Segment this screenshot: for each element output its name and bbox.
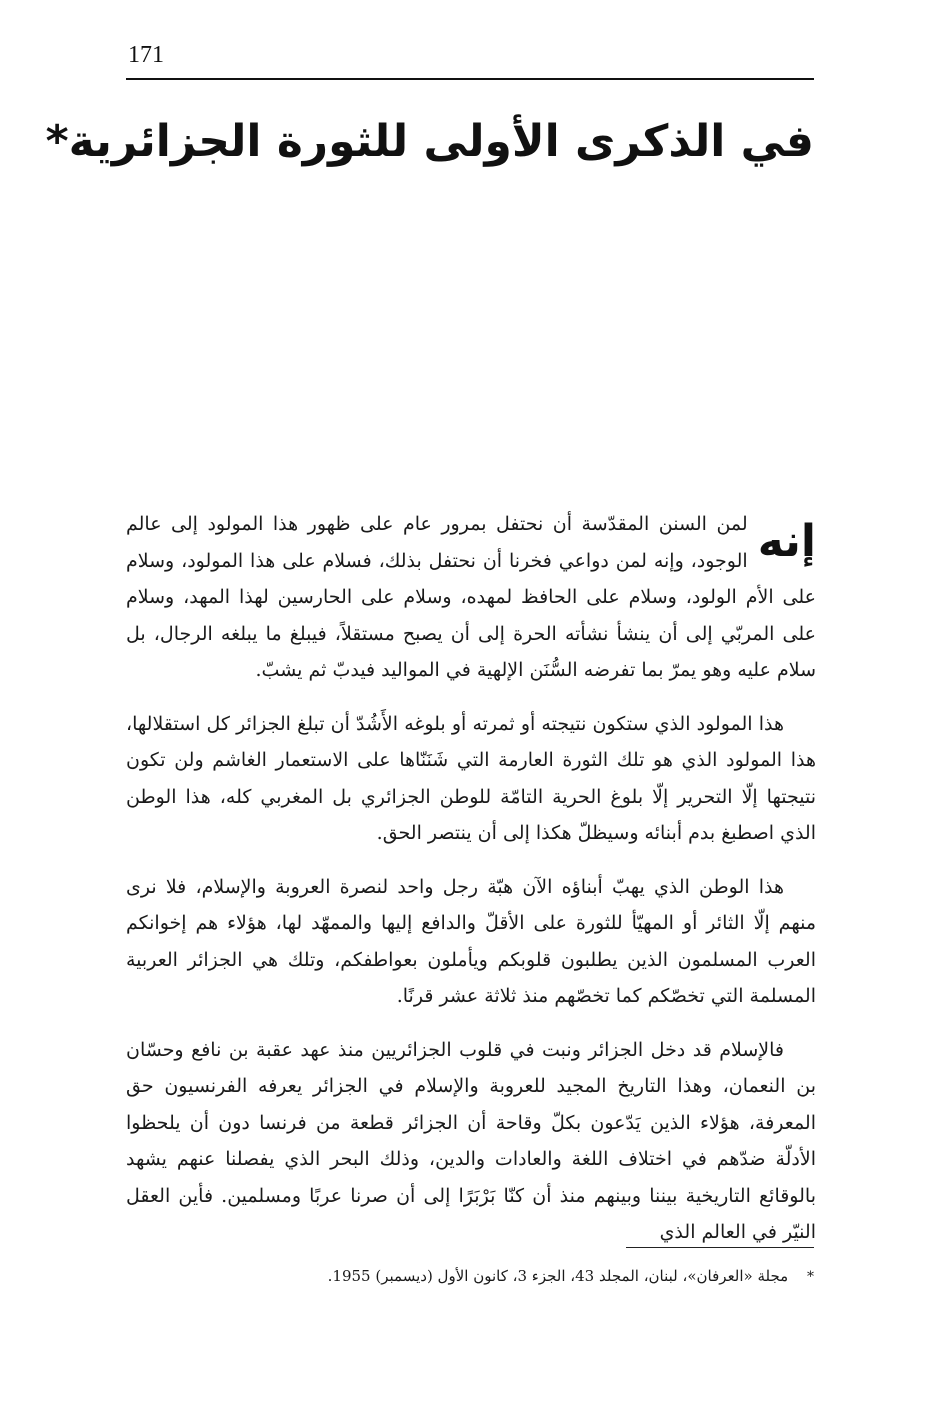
dropcap-word: إنه	[757, 516, 816, 567]
paragraph-3: هذا الوطن الذي يهبّ أبناؤه الآن هبّة رجل واحد لنصرة العروبة والإسلام، فلا نرى منهم إلّا الثائر أو المهيّأ للثورة على الأقلّ والدافع إليها والممهّد لها، هؤلاء هم إخوانكم العرب المسلمون الذين يطلبون قلوبكم ويأملون بعواطفكم، وتلك هي الجزائر العربية المسلمة التي تخصّكم كما تخصّهم منذ ثلاثة عشر قرنًا.	[126, 875, 816, 1007]
footnote-mark: *	[807, 1269, 814, 1285]
footnote-text: مجلة «العرفان»، لبنان، المجلد 43، الجزء 3، كانون الأول (ديسمبر) 1955.	[327, 1267, 789, 1285]
paragraph-2: هذا المولود الذي ستكون نتيجته أو ثمرته أو بلوغه الأَشُدّ أن تبلغ الجزائر كل استقلالها، هذا المولود الذي هو تلك الثورة العارمة التي شَنَنّاها على الاستعمار الغاشم ولن تكون نتيجتها إلّا التحرير إلّا بلوغ الحرية التامّة للوطن الجزائري بل المغربي كله، هذا الوطن الذي اصطبغ بدم أبنائه وسيظلّ هكذا إلى أن ينتصر الحق.	[126, 712, 816, 844]
paragraph-4: فالإسلام قد دخل الجزائر ونبت في قلوب الجزائريين منذ عهد عقبة بن نافع وحسّان بن النعمان، وهذا التاريخ المجيد للعروبة والإسلام في الجزائر يعرفه الفرنسيون حق المعرفة، هؤلاء الذين يَدّعون بكلّ وقاحة أن الجزائر قطعة من فرنسا دون أن يلحظوا الأدلّة ضدّهم في اختلاف اللغة والعادات والدين، وذلك البحر الذي يفصلنا عنهم يشهد بالوقائع التاريخية بيننا وبينهم منذ أن كنّا بَرْبَرًا إلى أن صرنا عربًا ومسلمين. فأين العقل النيّر في العالم الذي	[126, 1038, 816, 1243]
paragraph-1-text: لمن السنن المقدّسة أن نحتفل بمرور عام على ظهور هذا المولود إلى عالم الوجود، وإنه لمن دواعي فخرنا أن نحتفل بذلك، فسلام على هذا المولود، وسلام على الأم الولود، وسلام على الحافظ لمهده، وسلام على الحارسين لهذا المهد، وسلام على المربّي إلى أن ينشأ نشأته الحرة إلى أن يصبح مستقلاً، فيبلغ ما يبلغه الرجال، بل سلام عليه وهو يمرّ بما تفرضه السُّنَن الإلهية في المواليد فيدبّ ثم يشبّ.	[126, 513, 816, 681]
chapter-title: في الذكرى الأولى للثورة الجزائرية*	[45, 116, 814, 167]
page-number: 171	[128, 42, 164, 68]
footnote	[126, 1262, 814, 1291]
paragraph-1	[126, 506, 816, 689]
header-rule	[126, 78, 814, 80]
article-body	[126, 506, 816, 1268]
footnote-rule	[626, 1247, 814, 1248]
